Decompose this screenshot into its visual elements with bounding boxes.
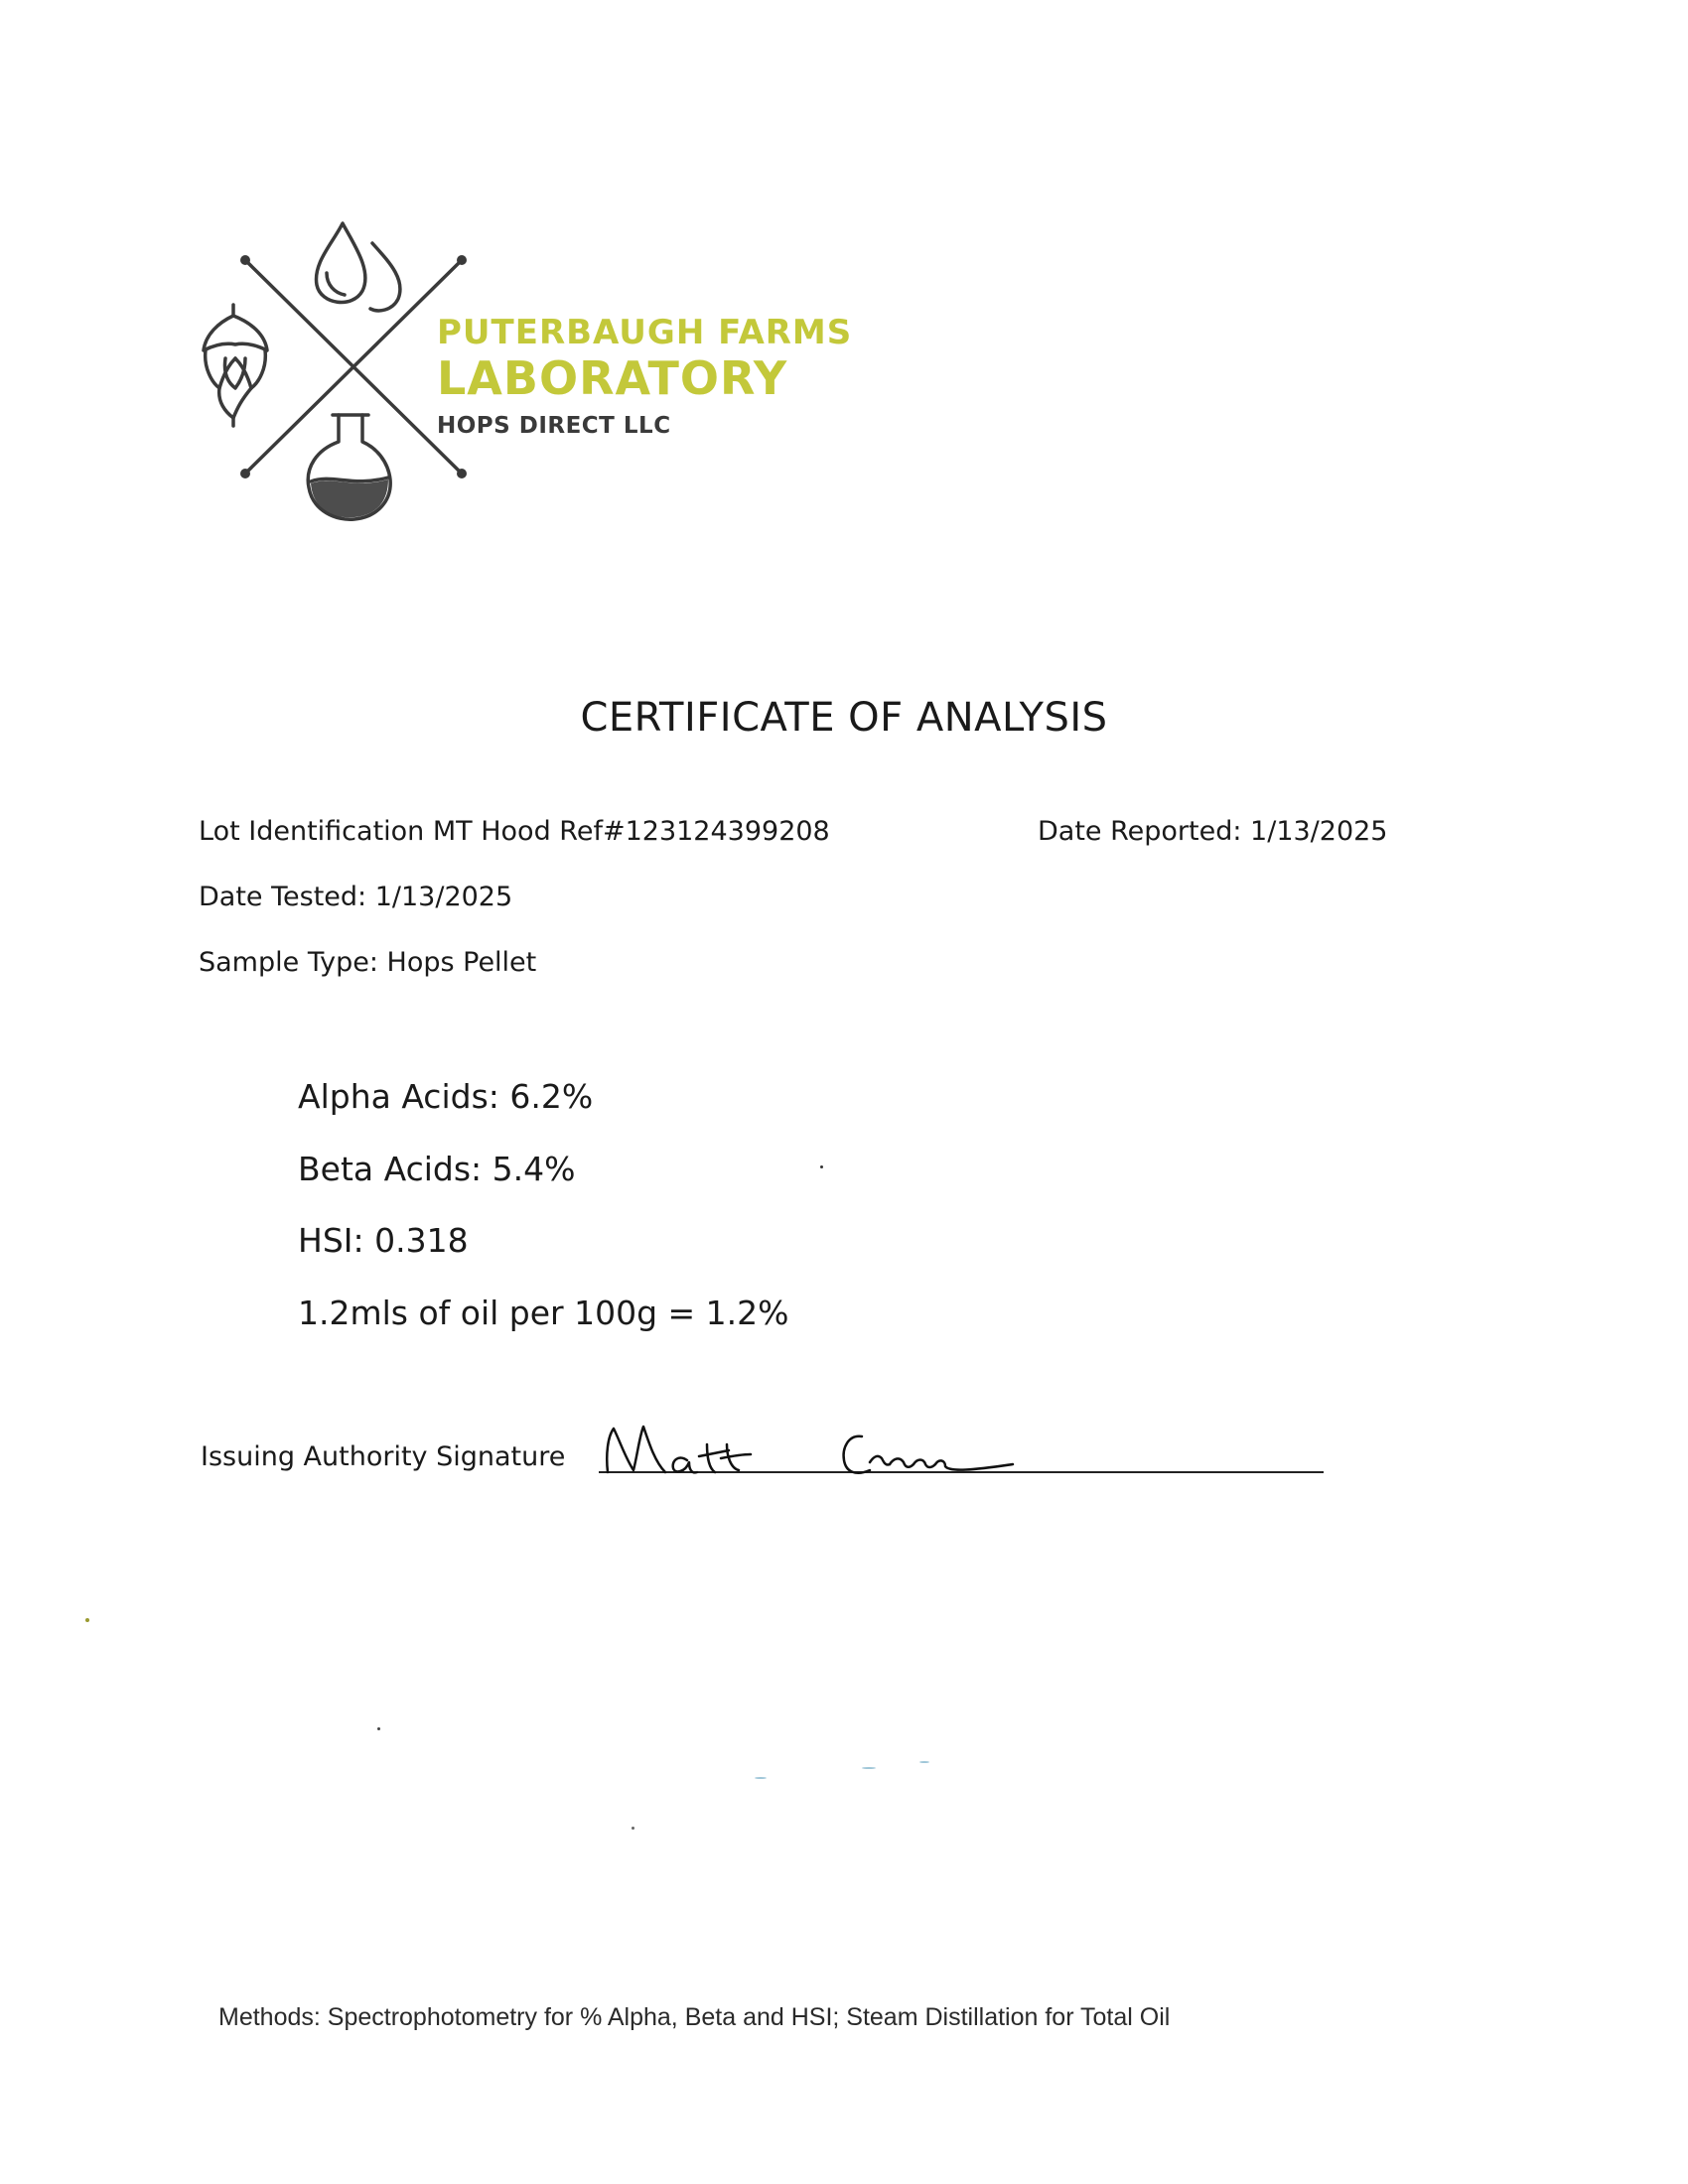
document-title: CERTIFICATE OF ANALYSIS (580, 695, 1108, 741)
scan-speck (377, 1727, 380, 1730)
logo-line-laboratory: LABORATORY (437, 351, 788, 405)
scan-speck (85, 1618, 89, 1622)
logo-line-puterbaugh: PUTERBAUGH FARMS (437, 313, 853, 352)
hop-cone-icon (204, 305, 267, 426)
sample-type: Sample Type: Hops Pellet (199, 947, 537, 978)
lot-identification: Lot Identification MT Hood Ref#123124399208 (199, 816, 830, 847)
logo-wordmark (437, 313, 852, 444)
scan-speck (862, 1767, 876, 1769)
logo-emblem (194, 213, 472, 541)
water-drops-icon (316, 223, 399, 311)
signature-label: Issuing Authority Signature (201, 1441, 566, 1472)
result-alpha-acids: Alpha Acids: 6.2% (298, 1077, 594, 1116)
result-hsi: HSI: 0.318 (298, 1221, 469, 1260)
result-oil: 1.2mls of oil per 100g = 1.2% (298, 1294, 789, 1332)
scan-speck (919, 1761, 929, 1763)
lab-logo (194, 213, 889, 541)
logo-line-hops-direct: HOPS DIRECT LLC (437, 413, 671, 439)
methods-footnote: Methods: Spectrophotometry for % Alpha, Beta and HSI; Steam Distillation for Total Oil (218, 2003, 1171, 2031)
handwritten-signature (596, 1415, 1072, 1494)
scan-speck (820, 1165, 823, 1168)
date-reported: Date Reported: 1/13/2025 (1038, 816, 1388, 847)
scan-speck (632, 1827, 634, 1830)
scan-speck (755, 1777, 767, 1779)
result-beta-acids: Beta Acids: 5.4% (298, 1150, 576, 1188)
date-tested: Date Tested: 1/13/2025 (199, 882, 513, 912)
